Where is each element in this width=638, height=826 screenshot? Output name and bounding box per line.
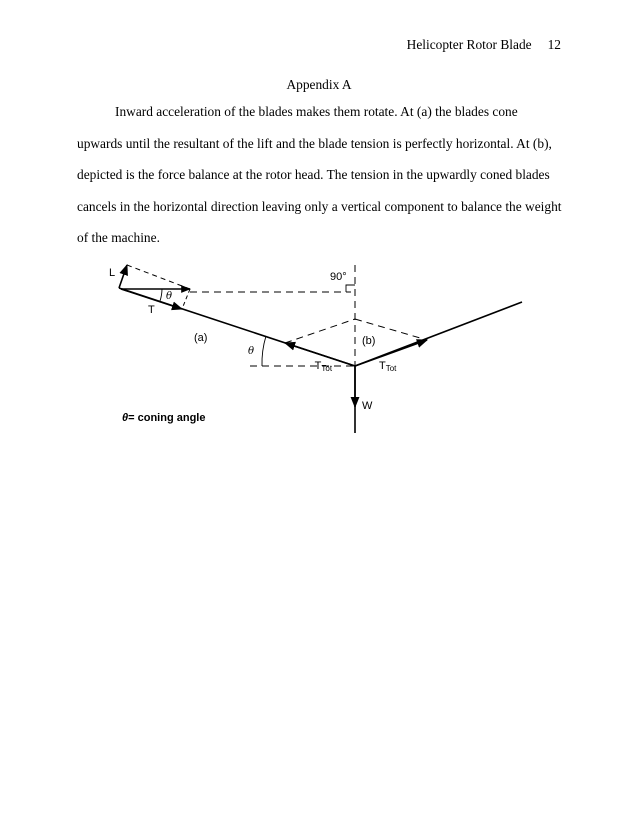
- tip-dashed-side: [182, 289, 190, 309]
- label-theta-hub: θ: [248, 346, 255, 357]
- label-ttot-right: TTot: [379, 360, 397, 373]
- tip-dashed-top: [127, 265, 190, 289]
- label-tension: T: [148, 304, 155, 316]
- page-number: 12: [547, 37, 561, 52]
- hub-theta-arc: [262, 336, 266, 366]
- lift-arrow: [119, 265, 127, 288]
- label-theta-tip: θ: [166, 291, 173, 302]
- section-title: Appendix A: [286, 77, 352, 92]
- label-lift: L: [109, 267, 116, 279]
- tip-theta-arc: [160, 289, 162, 301]
- label-ttot-left: -TTot: [311, 360, 333, 373]
- label-part-a: (a): [194, 332, 208, 344]
- rhombus-dashed-left: [285, 319, 355, 343]
- body-paragraph: Inward acceleration of the blades makes them rotate. At (a) the blades cone upwards until the resultant of the lift and the blade tension is perfectly horizontal. At (b), depicted is the force balance at the rotor head. The tension in the upwardly coned blades cancels in the horizontal direction leaving only a vertical component to balance the weight of the machine.: [77, 104, 562, 245]
- running-title: Helicopter Rotor Blade: [406, 37, 532, 52]
- label-90-degrees: 90°: [330, 271, 347, 283]
- caption-theta: θ: [122, 412, 129, 424]
- label-part-b: (b): [362, 335, 376, 347]
- label-weight: W: [362, 400, 373, 412]
- coning-angle-diagram: [100, 255, 530, 440]
- right-angle-mark: [346, 285, 355, 292]
- running-head: [407, 37, 561, 53]
- coning-angle-caption: [122, 412, 205, 424]
- caption-text: = coning angle: [128, 412, 206, 424]
